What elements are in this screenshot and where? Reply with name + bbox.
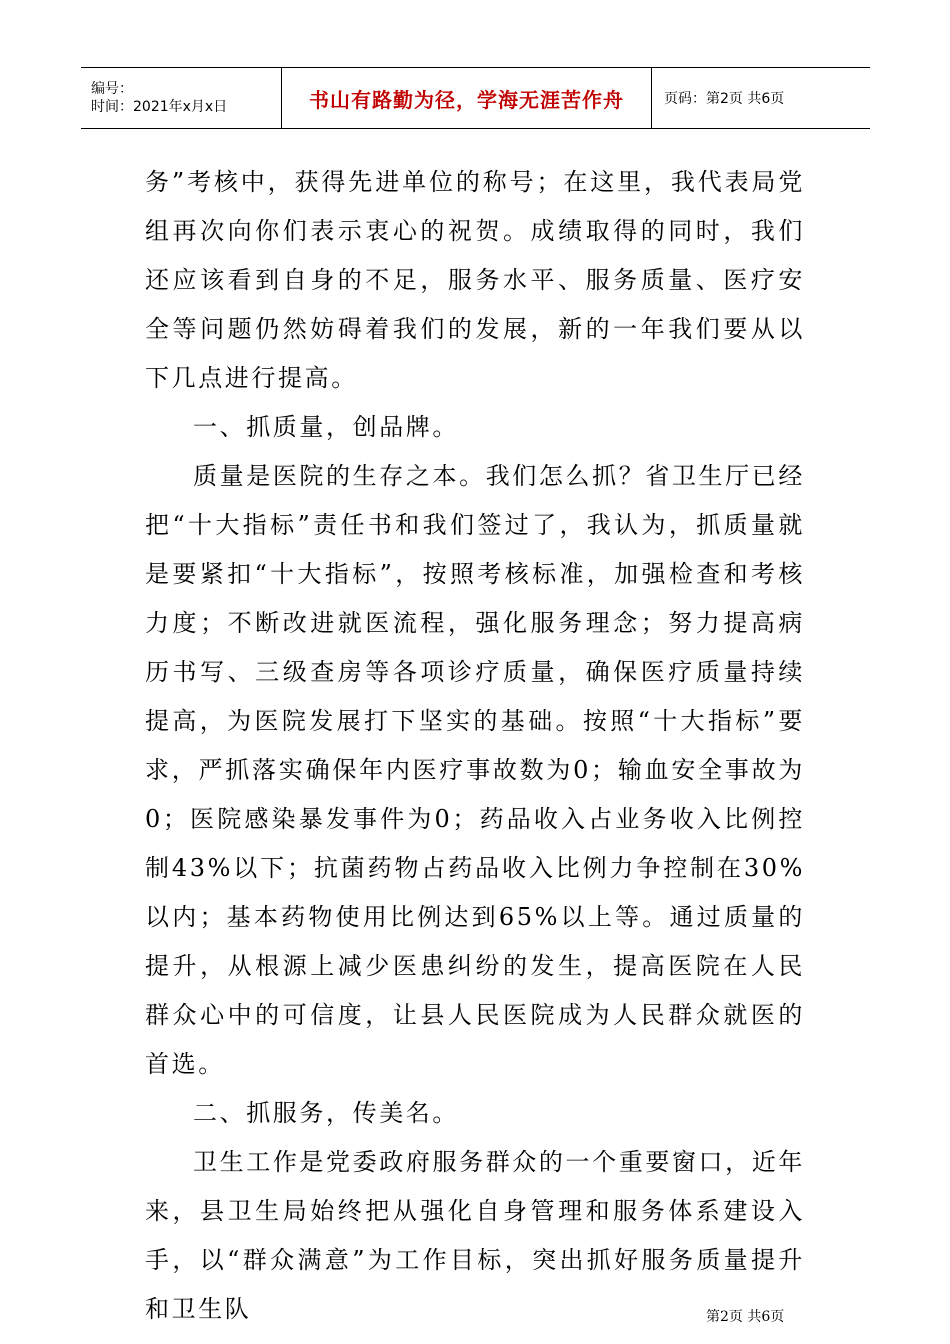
- header-meta: [81, 68, 282, 128]
- paragraph-quality: 质量是医院的生存之本。我们怎么抓？省卫生厅已经把“十大指标”责任书和我们签过了，我认为，抓质量就是要紧扣“十大指标”，按照考核标准，加强检查和考核力度；不断改进就医流程，强化服务理念；努力提高病历书写、三级查房等各项诊疗质量，确保医疗质量持续提高，为医院发展打下坚实的基础。按照“十大指标”要求，严抓落实确保年内医疗事故数为0；输血安全事故为0；医院感染暴发事件为0；药品收入占业务收入比例控制43%以下；抗菌药物占药品收入比例力争控制在30%以内；基本药物使用比例达到65%以上等。通过质量的提升，从根源上减少医患纠纷的发生，提高医院在人民群众心中的可信度，让县人民医院成为人民群众就医的首选。: [145, 462, 805, 1078]
- header-motto-cell: [282, 68, 652, 128]
- header-page-number: 页码：第2页 共6页: [664, 91, 785, 107]
- paragraph-continuation: 务”考核中，获得先进单位的称号；在这里，我代表局党组再次向你们表示衷心的祝贺。成绩取得的同时，我们还应该看到自身的不足，服务水平、服务质量、医疗安全等问题仍然妨碍着我们的发展，新的一年我们要从以下几点进行提高。: [145, 168, 805, 392]
- document-number: 编号：: [91, 81, 133, 97]
- paragraph-service: 卫生工作是党委政府服务群众的一个重要窗口，近年来，县卫生局始终把从强化自身管理和服务体系建设入手，以“群众满意”为工作目标，突出抓好服务质量提升和卫生队: [145, 1148, 805, 1323]
- section-heading-service: 二、抓服务，传美名。: [193, 1099, 459, 1127]
- header-motto: 书山有路勤为径，学海无涯苦作舟: [309, 87, 624, 112]
- header-page-cell: [652, 68, 870, 128]
- document-time: 时间：2021年x月x日: [91, 99, 228, 115]
- document-body: [145, 158, 805, 1334]
- page-footer: 第2页 共6页: [706, 1309, 785, 1325]
- page-header: [81, 67, 870, 129]
- section-heading-quality: 一、抓质量，创品牌。: [193, 413, 459, 441]
